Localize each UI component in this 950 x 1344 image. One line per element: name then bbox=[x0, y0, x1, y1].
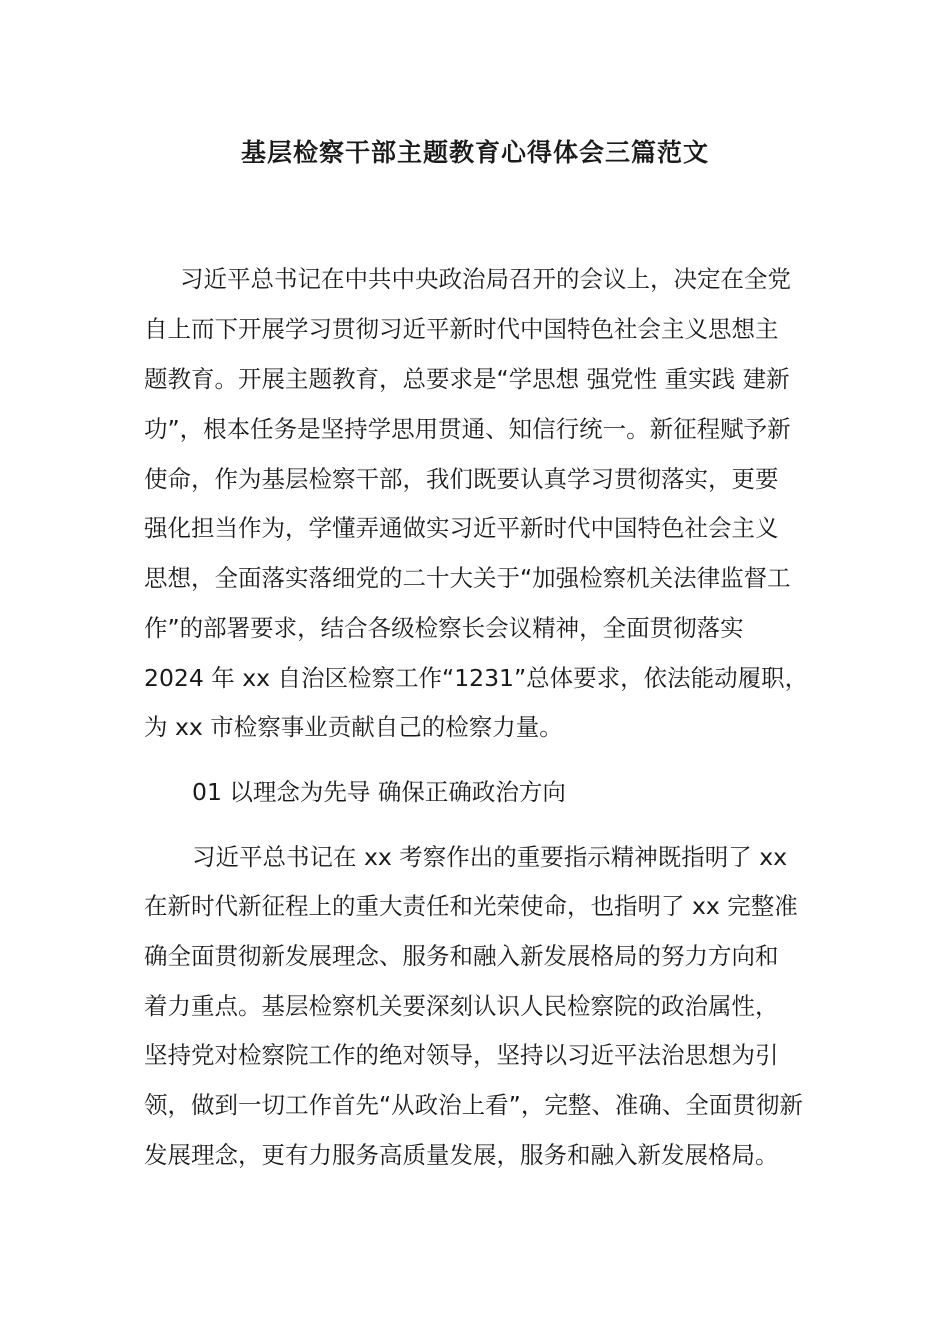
section-heading: 01 以理念为先导 确保正确政治方向 bbox=[192, 778, 566, 806]
paragraph-2-line: 习近平总书记在 xx 考察作出的重要指示精神既指明了 xx bbox=[192, 843, 788, 871]
paragraph-1-line: 思想，全面落实落细党的二十大关于“加强检察机关法律监督工 bbox=[144, 564, 791, 592]
paragraph-2-line: 坚持党对检察院工作的绝对领导，坚持以习近平法治思想为引 bbox=[144, 1041, 779, 1069]
paragraph-1-line: 2024 年 xx 自治区检察工作“1231”总体要求，依法能动履职， bbox=[144, 664, 809, 692]
paragraph-1-line: 自上而下开展学习贯彻习近平新时代中国特色社会主义思想主 bbox=[144, 315, 779, 343]
paragraph-1-line: 强化担当作为，学懂弄通做实习近平新时代中国特色社会主义 bbox=[144, 514, 779, 542]
paragraph-2-line: 在新时代新征程上的重大责任和光荣使命，也指明了 xx 完整准 bbox=[144, 892, 798, 920]
paragraph-1-line: 作”的部署要求，结合各级检察长会议精神，全面贯彻落实 bbox=[144, 614, 744, 642]
document-title: 基层检察干部主题教育心得体会三篇范文 bbox=[240, 138, 709, 167]
paragraph-1-line: 为 xx 市检察事业贡献自己的检察力量。 bbox=[144, 713, 563, 741]
paragraph-2-line: 领，做到一切工作首先“从政治上看”，完整、准确、全面贯彻新 bbox=[144, 1091, 803, 1119]
paragraph-1-line: 习近平总书记在中共中央政治局召开的会议上，决定在全党 bbox=[180, 265, 791, 293]
paragraph-1-line: 功”，根本任务是坚持学思用贯通、知信行统一。新征程赋予新 bbox=[144, 415, 791, 443]
paragraph-2-line: 发展理念，更有力服务高质量发展，服务和融入新发展格局。 bbox=[144, 1141, 779, 1169]
paragraph-1-line: 题教育。开展主题教育，总要求是“学思想 强党性 重实践 建新 bbox=[144, 365, 790, 393]
paragraph-1-line: 使命，作为基层检察干部，我们既要认真学习贯彻落实，更要 bbox=[144, 465, 779, 493]
paragraph-2-line: 着力重点。基层检察机关要深刻认识人民检察院的政治属性， bbox=[144, 992, 779, 1020]
paragraph-2-line: 确全面贯彻新发展理念、服务和融入新发展格局的努力方向和 bbox=[144, 942, 779, 970]
